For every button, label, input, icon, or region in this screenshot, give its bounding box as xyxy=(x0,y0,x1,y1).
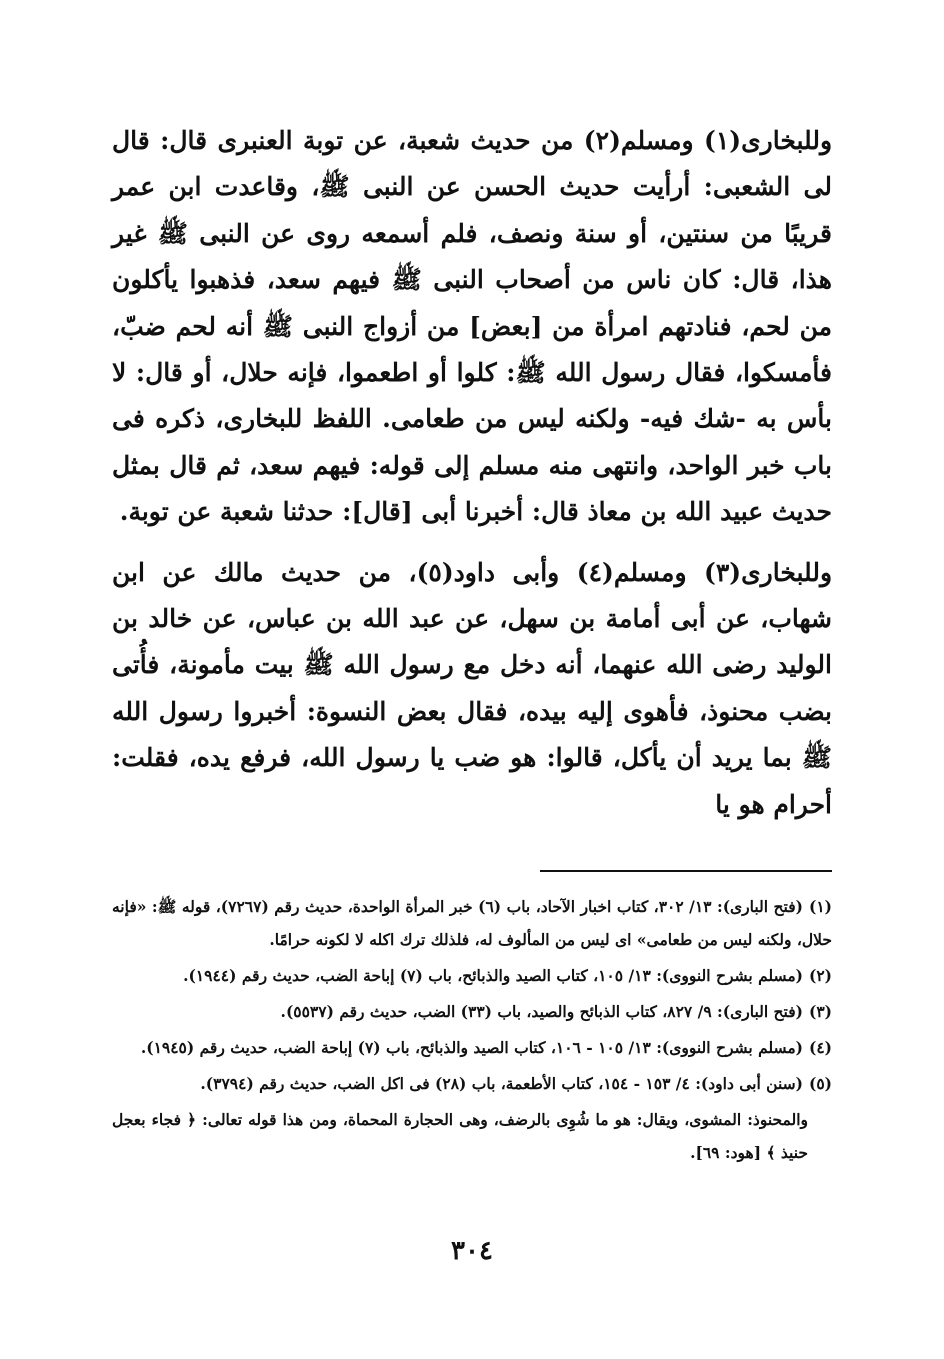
footnote-text: (سنن أبى داود): ٤/ ١٥٣ - ١٥٤، كتاب الأطعمة، باب (٢٨) فى اكل الضب، حديث رقم (٣٧٩٤). xyxy=(200,1074,803,1094)
footnote-3 xyxy=(112,995,832,1028)
footnote-text: (فتح البارى): ٩/ ٨٢٧، كتاب الذبائح والصيد، باب (٣٣) الضب، حديث رقم (٥٥٣٧). xyxy=(280,1002,803,1022)
footnote-5 xyxy=(112,1067,832,1100)
footnote-text: (مسلم بشرح النووى): ١٣/ ١٠٥، كتاب الصيد والذبائح، باب (٧) إباحة الضب، حديث رقم (١٩٤٤). xyxy=(183,966,803,986)
main-text xyxy=(112,118,832,828)
paragraph-1: وللبخارى(١) ومسلم(٢) من حديث شعبة، عن توبة العنبرى قال: قال لى الشعبى: أرأيت حديث الحسن عن النبى ﷺ، وقاعدت ابن عمر قريبًا من سنتين، أو سنة ونصف، فلم أسمعه روى عن النبى ﷺ غير هذا، قال: كان ناس من أصحاب النبى ﷺ فيهم سعد، فذهبوا يأكلون من لحم، فنادتهم امرأة من [بعض] من أزواج النبى ﷺ أنه لحم ضبّ، فأمسكوا، فقال رسول الله ﷺ: كلوا أو اطعموا، فإنه حلال، أو قال: لا بأس به -شك فيه- ولكنه ليس من طعامى. اللفظ للبخارى، ذكره فى باب خبر الواحد، وانتهى منه مسلم إلى قوله: فيهم سعد، ثم قال بمثل حديث عبيد الله بن معاذ قال: أخبرنا أبى [قال]: حدثنا شعبة عن توبة. xyxy=(112,126,833,527)
footnote-number: (٣) xyxy=(808,1002,832,1022)
footnote-number: (٥) xyxy=(808,1074,832,1094)
footnote-2 xyxy=(112,959,832,992)
footnote-1 xyxy=(112,890,832,956)
footnote-divider xyxy=(540,870,832,872)
footnote-number: (٢) xyxy=(808,966,832,986)
page-number: ٣٠٤ xyxy=(451,1236,493,1266)
footnote-note: والمحنوذ: المشوى، ويقال: هو ما شُوِى بالرضف، وهى الحجارة المحماة، ومن هذا قوله تعالى: ﴿ فجاء بعجل حنيذ ﴾ [هود: ٦٩]. xyxy=(112,1110,808,1163)
paragraph-2: وللبخارى(٣) ومسلم(٤) وأبى داود(٥)، من حديث مالك عن ابن شهاب، عن أبى أمامة بن سهل، عن عبد الله بن عباس، عن خالد بن الوليد رضى الله عنهما، أنه دخل مع رسول الله ﷺ بيت مأمونة، فأُتى بضب محنوذ، فأهوى إليه بيده، فقال بعض النسوة: أخبروا رسول الله ﷺ بما يريد أن يأكل، قالوا: هو ضب يا رسول الله، فرفع يده، فقلت: أحرام هو يا xyxy=(112,557,833,819)
footnotes xyxy=(112,890,832,1169)
footnote-number: (١) xyxy=(808,897,832,917)
footnote-text: (مسلم بشرح النووى): ١٣/ ١٠٥ - ١٠٦، كتاب الصيد والذبائح، باب (٧) إباحة الضب، حديث رقم (١٩٤٥). xyxy=(140,1038,803,1058)
footnote-text: (فتح البارى): ١٣/ ٣٠٢، كتاب اخبار الآحاد، باب (٦) خبر المرأة الواحدة، حديث رقم (٧٢٦٧)، قوله ﷺ: «فإنه حلال، ولكنه ليس من طعامى» اى ليس من المألوف له، فلذلك ترك اكله لا لكونه حرامًا. xyxy=(112,897,832,950)
footnote-number: (٤) xyxy=(808,1038,832,1058)
footnote-4 xyxy=(112,1031,832,1064)
